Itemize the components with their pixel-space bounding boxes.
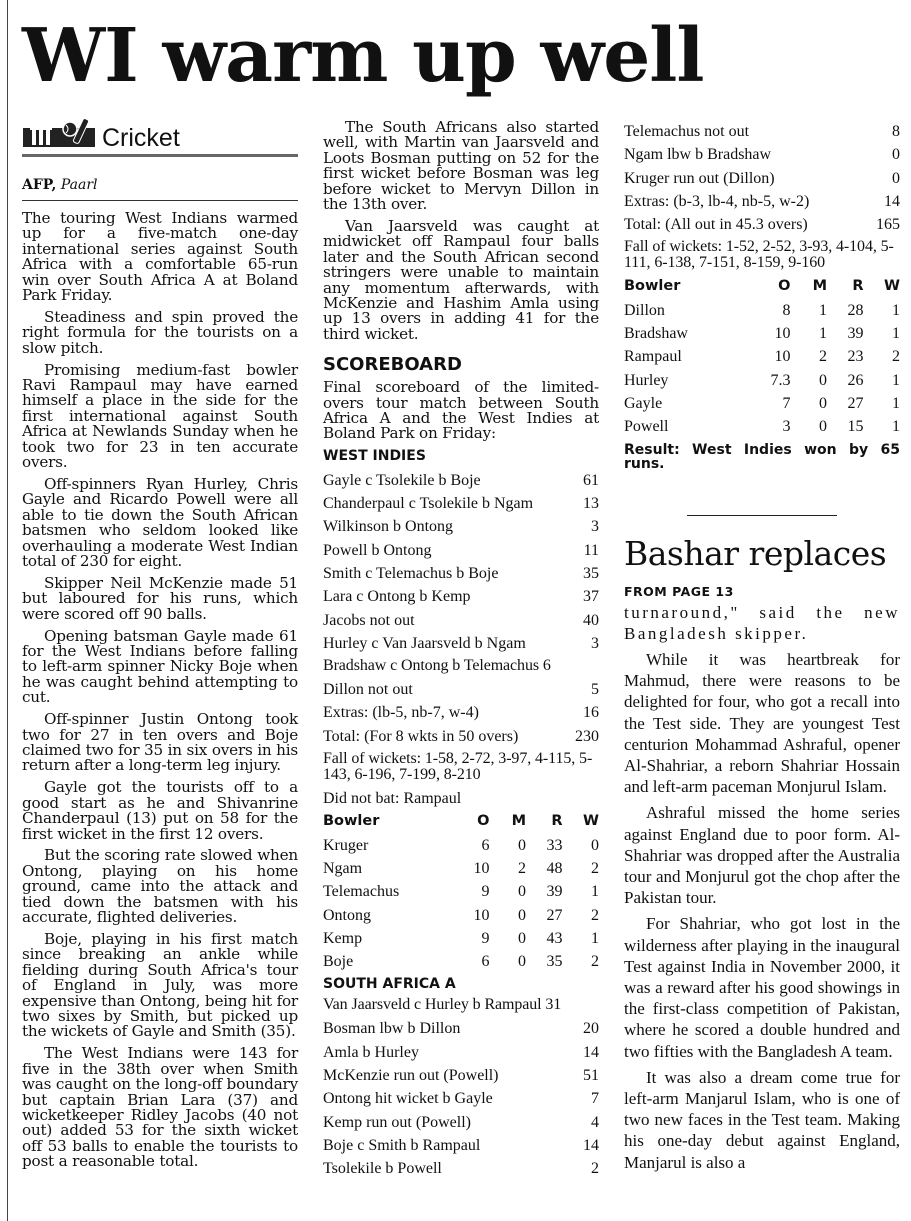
maidens: 0	[819, 418, 827, 436]
bowling-row	[624, 392, 900, 415]
overs: 7	[782, 394, 791, 412]
wickets: 1	[892, 371, 900, 389]
col-wickets: W	[583, 813, 599, 830]
extras-row	[323, 701, 599, 724]
bowling-row	[323, 834, 599, 857]
batting-row-wrapped: Van Jaarsveld c Hurley b Rampaul 31	[323, 996, 562, 1014]
byline-place: Paarl	[60, 177, 98, 193]
batter: Ontong hit wicket b Gayle	[323, 1090, 493, 1108]
story-paragraph: While it was heartbreak for Mahmud, there were reasons to be delighted for four, who got a recall into the Test side. They are youngest Test centurion Mohammad Ashraful, opener Al-Shahriar, a reborn Shahriar Hossain and left-arm paceman Monjurul Islam.	[624, 649, 900, 797]
bowler: Bradshaw	[624, 325, 688, 343]
runs: 14	[583, 1136, 599, 1154]
story-paragraph: Promising medium-fast bowler Ravi Rampaul may have earned himself a place in the side for the first international against South Africa at Newlands Sunday when he took two for 23 in ten accurate overs.	[22, 360, 298, 472]
batting-row	[323, 1134, 599, 1157]
batter: Wilkinson b Ontong	[323, 518, 454, 536]
batting-row-wrapped: Bradshaw c Ontong b Telemachus 6	[323, 657, 551, 675]
story-body	[22, 211, 298, 1170]
sa-batting-list	[323, 997, 599, 1180]
overs: 10	[774, 348, 791, 366]
batter: Kemp run out (Powell)	[323, 1113, 471, 1131]
section-rule	[22, 154, 298, 157]
byline-rule	[22, 200, 298, 201]
overs: 9	[481, 929, 490, 947]
maidens: 1	[819, 301, 827, 319]
wickets: 1	[591, 929, 599, 947]
batting-row	[323, 1017, 599, 1040]
batting-row	[624, 120, 900, 143]
match-result: Result: West Indies won by 65 runs.	[624, 441, 900, 472]
runs: 3	[591, 634, 599, 652]
batter: Lara c Ontong b Kemp	[323, 588, 471, 606]
batting-row	[323, 1111, 599, 1134]
total-value: 230	[575, 727, 599, 745]
story-paragraph: Gayle got the tourists off to a good start as he and Shivanrine Chanderpaul (13) put on 58 for the first wicket in the first 12 overs.	[22, 778, 298, 843]
story-separator	[687, 515, 837, 516]
wickets: 2	[591, 953, 599, 971]
maidens: 0	[518, 929, 526, 947]
runs: 11	[583, 541, 599, 559]
maidens: 0	[819, 394, 827, 412]
story-paragraph: The South Africans also started well, with Martin van Jaarsveld and Loots Bosman putting on 52 for the first wicket before Bosman was leg before wicket to Mervyn Dillon in the 13th over.	[323, 118, 599, 214]
batting-row	[323, 539, 599, 562]
sa-batting-continued	[624, 120, 900, 271]
story-paragraph: It was also a dream come true for left-arm Manjarul Islam, who is one of two new faces in the Test team. Making his one-day debut against England, Manjarul is also a	[624, 1067, 900, 1172]
overs: 3	[782, 418, 791, 436]
story-paragraph: Off-spinner Justin Ontong took two for 27 in ten overs and Boje claimed two for 35 in six overs in his return after a long-term leg injury.	[22, 710, 298, 775]
cricket-logo-icon	[22, 116, 96, 152]
total-row	[624, 213, 900, 236]
maidens: 0	[518, 883, 526, 901]
wickets: 2	[591, 859, 599, 877]
wickets: 2	[591, 906, 599, 924]
runs: 35	[583, 565, 599, 582]
batter: Kruger run out (Dillon)	[624, 169, 775, 187]
batting-row	[323, 1041, 599, 1064]
maidens: 2	[518, 859, 526, 877]
total-row	[323, 725, 599, 748]
runs: 3	[591, 518, 599, 536]
runs: 8	[892, 123, 900, 140]
bowling-row	[624, 299, 900, 322]
batting-row	[323, 562, 599, 585]
sa-bowling-table	[323, 810, 599, 973]
col-bowler: Bowler	[624, 278, 681, 295]
batter: McKenzie run out (Powell)	[323, 1067, 499, 1085]
bowler: Ngam	[323, 859, 363, 877]
batting-row	[323, 1087, 599, 1110]
fall-of-wickets: Fall of wickets: 1-52, 2-52, 3-93, 4-104, 5-111, 6-138, 7-151, 8-159, 9-160	[624, 238, 894, 272]
batting-row	[323, 585, 599, 608]
runs: 14	[583, 1043, 599, 1061]
maidens: 2	[819, 348, 827, 366]
batter: Telemachus not out	[624, 123, 750, 140]
story-headline: Bashar replaces	[624, 533, 887, 573]
bowling-row	[624, 345, 900, 368]
col-wickets: W	[884, 278, 900, 295]
wickets: 2	[892, 348, 900, 366]
fall-of-wickets: Fall of wickets: 1-58, 2-72, 3-97, 4-115, 5-143, 6-196, 7-199, 8-210	[323, 750, 593, 784]
bowler: Kruger	[323, 836, 369, 854]
bowler: Boje	[323, 953, 354, 971]
story-paragraph: Skipper Neil McKenzie made 51 but laboured for his runs, which were scored off 90 balls.	[22, 573, 298, 623]
batter: Bosman lbw b Dillon	[323, 1020, 461, 1038]
overs: 6	[481, 836, 490, 854]
story-column-1	[22, 120, 298, 1170]
wickets: 1	[892, 301, 900, 319]
section-header	[22, 120, 298, 152]
batter: Boje c Smith b Rampaul	[323, 1136, 481, 1154]
bowler: Telemachus	[323, 883, 400, 901]
col-overs: O	[477, 813, 490, 830]
col-runs: R	[852, 278, 864, 295]
runs: 5	[591, 681, 599, 699]
batter: Ngam lbw b Bradshaw	[624, 146, 772, 164]
scoreboard-title: SCOREBOARD	[323, 354, 462, 376]
batter: Hurley c Van Jaarsveld b Ngam	[323, 634, 526, 652]
runs: 39	[546, 883, 563, 901]
batting-row	[323, 492, 599, 515]
extras-row	[624, 190, 900, 213]
batting-row	[624, 167, 900, 190]
runs: 7	[591, 1090, 599, 1108]
byline	[22, 177, 298, 193]
story-paragraph: Steadiness and spin proved the right formula for the tourists on a slow pitch.	[22, 307, 298, 357]
runs: 26	[847, 371, 864, 389]
batting-row	[323, 609, 599, 632]
runs: 51	[583, 1067, 599, 1085]
story-paragraph: Boje, playing in his first match since breaking an ankle while fielding during South Africa's tour of England in July, was more expensive than Ontong, being hit for two sixes by Smith, but picked up the wickets of Gayle and Smith (35).	[22, 929, 298, 1041]
story-paragraph: Opening batsman Gayle made 61 for the West Indians before falling to left-arm spinner Nicky Boje when he was caught behind attempting to cut.	[22, 626, 298, 707]
runs: 39	[847, 325, 864, 343]
total-label: Total: (All out in 45.3 overs)	[624, 216, 808, 234]
bowling-header	[624, 275, 900, 298]
runs: 0	[892, 169, 900, 187]
maidens: 0	[518, 953, 526, 971]
bowling-row	[624, 415, 900, 438]
story-continued	[323, 120, 599, 342]
batting-row	[323, 632, 599, 655]
batting-row	[323, 1064, 599, 1087]
maidens: 1	[819, 325, 827, 343]
runs: 33	[546, 836, 563, 854]
runs: 4	[591, 1113, 599, 1131]
col-overs: O	[778, 278, 791, 295]
batting-row	[323, 1157, 599, 1180]
story-paragraph: turnaround," said the new Bangladesh skipper.	[624, 602, 900, 643]
runs: 27	[546, 906, 563, 924]
batter: Amla b Hurley	[323, 1043, 419, 1061]
batting-row	[323, 469, 599, 492]
bowling-row	[323, 880, 599, 903]
bowling-row	[624, 322, 900, 345]
runs: 0	[892, 146, 900, 164]
bowler: Gayle	[624, 394, 663, 412]
story-paragraph: Van Jaarsveld was caught at midwicket off Rampaul four balls later and the South African second stringers were unable to maintain any momentum afterwards, with McKenzie and Hashim Amla using up 13 overs in adding 41 for the third wicket.	[323, 216, 599, 343]
runs: 23	[847, 348, 864, 366]
bowler: Kemp	[323, 929, 363, 947]
team-heading-west-indies: WEST INDIES	[323, 447, 426, 464]
runs: 2	[591, 1160, 599, 1178]
did-not-bat-text: Did not bat: Rampaul	[323, 790, 462, 808]
runs: 15	[847, 418, 864, 436]
team-heading-south-africa-a: SOUTH AFRICA A	[323, 976, 456, 993]
story-paragraph: For Shahriar, who got lost in the wilderness after playing in the inaugural Test against India in November 2000, it was a reward after his good showings in the first-class competition of Pakistan, where he scored a double hundred and two fifties with the Bangladesh A team.	[624, 914, 900, 1061]
runs: 43	[546, 929, 563, 947]
runs: 61	[583, 471, 599, 489]
overs: 10	[473, 906, 490, 924]
bowling-row	[624, 369, 900, 392]
runs: 48	[546, 859, 563, 877]
maidens: 0	[518, 906, 526, 924]
overs: 8	[782, 301, 791, 319]
extras-label: Extras: (b-3, lb-4, nb-5, w-2)	[624, 192, 810, 210]
did-not-bat	[323, 787, 599, 810]
story-column-2	[323, 120, 599, 1181]
column-rule	[7, 0, 8, 1221]
runs: 27	[847, 394, 864, 412]
story-paragraph: Ashraful missed the home series against England due to poor form. Al-Shahriar was dropped after the Australia tour and Monjurul got the chop after the Pakistan tour.	[624, 803, 900, 908]
wickets: 1	[892, 325, 900, 343]
runs: 28	[847, 301, 864, 319]
bowling-header	[323, 810, 599, 833]
bowling-row	[323, 950, 599, 973]
headline: WI warm up well	[22, 13, 704, 99]
bowler: Hurley	[624, 371, 669, 389]
maidens: 0	[819, 371, 827, 389]
overs: 10	[473, 859, 490, 877]
bowling-row	[323, 904, 599, 927]
runs: 40	[583, 611, 599, 629]
wickets: 1	[591, 883, 599, 901]
batter: Gayle c Tsolekile b Boje	[323, 471, 481, 489]
batter: Powell b Ontong	[323, 541, 432, 559]
batter: Smith c Telemachus b Boje	[323, 565, 499, 582]
bowling-row	[323, 927, 599, 950]
wickets: 0	[591, 836, 599, 854]
runs: 13	[583, 495, 599, 513]
batting-row	[624, 143, 900, 166]
runs: 37	[583, 588, 599, 606]
extras-value: 16	[583, 704, 599, 722]
batter: Chanderpaul c Tsolekile b Ngam	[323, 495, 534, 513]
bashar-story-body	[624, 602, 900, 1173]
extras-label: Extras: (lb-5, nb-7, w-4)	[323, 704, 479, 722]
col-bowler: Bowler	[323, 813, 380, 830]
wi-batting-list	[323, 469, 599, 811]
total-label: Total: (For 8 wkts in 50 overs)	[323, 727, 519, 745]
story-paragraph: The West Indians were 143 for five in the 38th over when Smith was caught on the long-off boundary but captain Brian Lara (37) and wicketkeeper Ridley Jacobs (40 not out) added 53 for the sixth wicket off 53 balls to enable the tourists to post a reasonable total.	[22, 1044, 298, 1171]
bowler: Ontong	[323, 906, 371, 924]
overs: 7.3	[770, 371, 791, 389]
runs: 20	[583, 1020, 599, 1038]
batter: Jacobs not out	[323, 611, 415, 629]
bowling-row	[323, 857, 599, 880]
bowler: Powell	[624, 418, 669, 436]
section-label: Cricket	[102, 124, 180, 152]
bowler: Rampaul	[624, 348, 682, 366]
overs: 10	[774, 325, 791, 343]
overs: 9	[481, 883, 490, 901]
batter: Dillon not out	[323, 681, 413, 699]
story-paragraph: Off-spinners Ryan Hurley, Chris Gayle and Ricardo Powell were all able to tie down the South African batsmen who seldom looked like overhauling a moderate West Indian total of 230 for eight.	[22, 475, 298, 571]
col-runs: R	[551, 813, 563, 830]
scoreboard-intro: Final scoreboard of the limited-overs tour match between South Africa A and the West Indies at Boland Park on Friday:	[323, 378, 599, 443]
byline-agency: AFP,	[22, 177, 57, 193]
bowler: Dillon	[624, 301, 665, 319]
extras-value: 14	[884, 192, 900, 210]
batting-row	[323, 678, 599, 701]
wickets: 1	[892, 394, 900, 412]
story-paragraph: The touring West Indians warmed up for a five-match one-day international series against South Africa with a comfortable 65-run win over South Africa A at Boland Park Friday.	[22, 209, 298, 305]
runs: 35	[546, 953, 563, 971]
batting-row	[323, 515, 599, 538]
jump-line: FROM PAGE 13	[624, 583, 734, 599]
overs: 6	[481, 953, 490, 971]
maidens: 0	[518, 836, 526, 854]
story-paragraph: But the scoring rate slowed when Ontong, playing on his home ground, came into the attack and tied down the batsmen with his accurate, flighted deliveries.	[22, 846, 298, 927]
batter: Tsolekile b Powell	[323, 1160, 442, 1178]
col-maidens: M	[812, 278, 827, 295]
total-value: 165	[876, 216, 900, 234]
story-column-3	[624, 120, 900, 1173]
wickets: 1	[892, 418, 900, 436]
wi-bowling-table	[624, 275, 900, 438]
col-maidens: M	[511, 813, 526, 830]
